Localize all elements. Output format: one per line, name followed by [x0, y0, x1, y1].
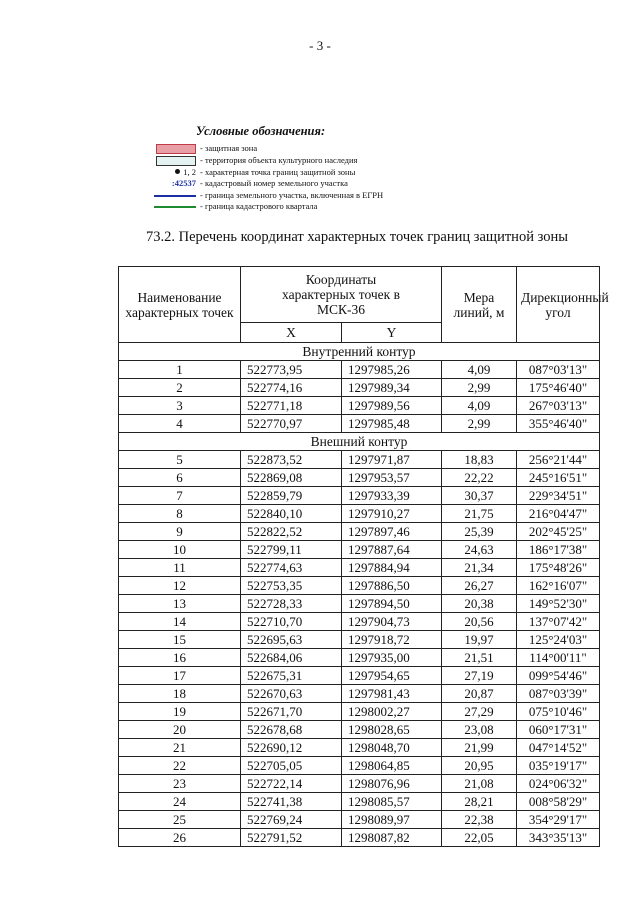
point-number: 25: [119, 811, 241, 829]
y-coordinate: 1297904,73: [342, 613, 442, 631]
direction-angle: 114°00'11": [517, 649, 600, 667]
x-coordinate: 522741,38: [241, 793, 342, 811]
direction-angle: 125°24'03": [517, 631, 600, 649]
table-row: [119, 793, 600, 811]
line-length: 20,56: [442, 613, 517, 631]
point-number: 3: [119, 397, 241, 415]
direction-angle: 149°52'30": [517, 595, 600, 613]
protection-zone-swatch-icon: [156, 144, 196, 154]
y-coordinate: 1297918,72: [342, 631, 442, 649]
y-coordinate: 1297985,26: [342, 361, 442, 379]
direction-angle: 354°29'17": [517, 811, 600, 829]
line-length: 28,21: [442, 793, 517, 811]
line-length: 21,99: [442, 739, 517, 757]
direction-angle: 087°03'39": [517, 685, 600, 703]
table-row: [119, 361, 600, 379]
direction-angle: 175°48'26": [517, 559, 600, 577]
line-length: 19,97: [442, 631, 517, 649]
x-coordinate: 522675,31: [241, 667, 342, 685]
point-number: 20: [119, 721, 241, 739]
line-length: 21,51: [442, 649, 517, 667]
point-number: 14: [119, 613, 241, 631]
x-coordinate: 522770,97: [241, 415, 342, 433]
point-number: 13: [119, 595, 241, 613]
point-number: 11: [119, 559, 241, 577]
table-row: [119, 379, 600, 397]
table-row: [119, 649, 600, 667]
y-coordinate: 1297985,48: [342, 415, 442, 433]
coordinates-table: [118, 266, 609, 847]
point-number: 9: [119, 523, 241, 541]
table-row: [119, 703, 600, 721]
line-length: 20,38: [442, 595, 517, 613]
page-number: - 3 -: [309, 38, 331, 53]
table-row: [119, 559, 600, 577]
line-length: 4,09: [442, 361, 517, 379]
line-length: 21,08: [442, 775, 517, 793]
line-length: 22,22: [442, 469, 517, 487]
table-row: [119, 829, 600, 847]
characteristic-point-icon: 1, 2: [152, 167, 196, 178]
x-coordinate: 522684,06: [241, 649, 342, 667]
line-length: 26,27: [442, 577, 517, 595]
x-coordinate: 522771,18: [241, 397, 342, 415]
table-row: [119, 577, 600, 595]
direction-angle: 087°03'13": [517, 361, 600, 379]
header-line-length: Мера линий, м: [442, 267, 517, 343]
legend-item-characteristic-point: 1, 2 - характерная точка границ защитной зоны: [152, 167, 452, 178]
y-coordinate: 1297935,00: [342, 649, 442, 667]
table-row: [119, 739, 600, 757]
line-length: 27,29: [442, 703, 517, 721]
x-coordinate: 522791,52: [241, 829, 342, 847]
heritage-territory-swatch-icon: [156, 156, 196, 166]
x-coordinate: 522753,35: [241, 577, 342, 595]
y-coordinate: 1297897,46: [342, 523, 442, 541]
line-length: 21,75: [442, 505, 517, 523]
header-y: Y: [342, 323, 442, 343]
header-direction-angle: Дирекционный угол: [517, 267, 600, 343]
direction-angle: 256°21'44": [517, 451, 600, 469]
land-plot-boundary-line-icon: [154, 195, 196, 197]
legend-item-heritage-territory: - территория объекта культурного наследия: [152, 155, 452, 166]
direction-angle: 355°46'40": [517, 415, 600, 433]
x-coordinate: 522873,52: [241, 451, 342, 469]
line-length: 20,95: [442, 757, 517, 775]
table-row: [119, 631, 600, 649]
legend-item-protection-zone: - защитная зона: [152, 143, 452, 154]
y-coordinate: 1298028,65: [342, 721, 442, 739]
line-length: 30,37: [442, 487, 517, 505]
table-row: [119, 721, 600, 739]
point-number: 22: [119, 757, 241, 775]
direction-angle: 229°34'51": [517, 487, 600, 505]
x-coordinate: 522705,05: [241, 757, 342, 775]
y-coordinate: 1298089,97: [342, 811, 442, 829]
line-length: 24,63: [442, 541, 517, 559]
x-coordinate: 522840,10: [241, 505, 342, 523]
point-number: 16: [119, 649, 241, 667]
y-coordinate: 1297887,64: [342, 541, 442, 559]
x-coordinate: 522822,52: [241, 523, 342, 541]
table-row: [119, 667, 600, 685]
line-length: 18,83: [442, 451, 517, 469]
line-length: 22,05: [442, 829, 517, 847]
line-length: 21,34: [442, 559, 517, 577]
direction-angle: 008°58'29": [517, 793, 600, 811]
point-number: 7: [119, 487, 241, 505]
direction-angle: 099°54'46": [517, 667, 600, 685]
point-number: 15: [119, 631, 241, 649]
table-row: [119, 469, 600, 487]
direction-angle: 202°45'25": [517, 523, 600, 541]
line-length: 20,87: [442, 685, 517, 703]
table-row: [119, 613, 600, 631]
direction-angle: 024°06'32": [517, 775, 600, 793]
table-row: [119, 685, 600, 703]
point-number: 21: [119, 739, 241, 757]
x-coordinate: 522859,79: [241, 487, 342, 505]
line-length: 27,19: [442, 667, 517, 685]
table-row: [119, 523, 600, 541]
x-coordinate: 522773,95: [241, 361, 342, 379]
section-title: 73.2. Перечень координат характерных точек границ защитной зоны: [146, 229, 568, 245]
x-coordinate: 522695,63: [241, 631, 342, 649]
x-coordinate: 522710,70: [241, 613, 342, 631]
direction-angle: 075°10'46": [517, 703, 600, 721]
x-coordinate: 522671,70: [241, 703, 342, 721]
outer-contour-section: [119, 433, 600, 451]
point-number: 1: [119, 361, 241, 379]
line-length: 2,99: [442, 379, 517, 397]
line-length: 25,39: [442, 523, 517, 541]
direction-angle: 175°46'40": [517, 379, 600, 397]
inner-contour-section: [119, 343, 600, 361]
legend-item-cadastral-number: :42537 - кадастровый номер земельного участка: [152, 178, 452, 189]
point-number: 18: [119, 685, 241, 703]
x-coordinate: 522678,68: [241, 721, 342, 739]
x-coordinate: 522728,33: [241, 595, 342, 613]
x-coordinate: 522690,12: [241, 739, 342, 757]
table-row: [119, 757, 600, 775]
point-number: 10: [119, 541, 241, 559]
header-point-name: Наименование характерных точек: [119, 267, 241, 343]
table-row: [119, 541, 600, 559]
point-number: 23: [119, 775, 241, 793]
y-coordinate: 1298048,70: [342, 739, 442, 757]
point-number: 12: [119, 577, 241, 595]
line-length: 22,38: [442, 811, 517, 829]
line-length: 4,09: [442, 397, 517, 415]
point-number: 24: [119, 793, 241, 811]
direction-angle: 186°17'38": [517, 541, 600, 559]
point-number: 2: [119, 379, 241, 397]
cadastral-quarter-boundary-line-icon: [154, 206, 196, 208]
y-coordinate: 1298002,27: [342, 703, 442, 721]
direction-angle: 267°03'13": [517, 397, 600, 415]
table-row: [119, 775, 600, 793]
line-length: 23,08: [442, 721, 517, 739]
y-coordinate: 1297884,94: [342, 559, 442, 577]
header-x: X: [241, 323, 342, 343]
legend-item-cadastral-quarter-boundary: - граница кадастрового квартала: [152, 201, 452, 212]
section-label: Внешний контур: [119, 433, 600, 451]
x-coordinate: 522869,08: [241, 469, 342, 487]
cadastral-number-sample: :42537: [171, 178, 196, 188]
x-coordinate: 522774,16: [241, 379, 342, 397]
direction-angle: 137°07'42": [517, 613, 600, 631]
y-coordinate: 1298076,96: [342, 775, 442, 793]
y-coordinate: 1297989,56: [342, 397, 442, 415]
y-coordinate: 1297954,65: [342, 667, 442, 685]
x-coordinate: 522774,63: [241, 559, 342, 577]
x-coordinate: 522670,63: [241, 685, 342, 703]
legend-title: Условные обозначения:: [196, 124, 326, 138]
point-number: 19: [119, 703, 241, 721]
x-coordinate: 522799,11: [241, 541, 342, 559]
y-coordinate: 1298087,82: [342, 829, 442, 847]
point-number: 17: [119, 667, 241, 685]
y-coordinate: 1298064,85: [342, 757, 442, 775]
x-coordinate: 522769,24: [241, 811, 342, 829]
point-number: 26: [119, 829, 241, 847]
table-row: [119, 505, 600, 523]
y-coordinate: 1297910,27: [342, 505, 442, 523]
direction-angle: 216°04'47": [517, 505, 600, 523]
direction-angle: 035°19'17": [517, 757, 600, 775]
table-row: [119, 595, 600, 613]
table-row: [119, 397, 600, 415]
line-length: 2,99: [442, 415, 517, 433]
section-label: Внутренний контур: [119, 343, 600, 361]
direction-angle: 047°14'52": [517, 739, 600, 757]
direction-angle: 060°17'31": [517, 721, 600, 739]
x-coordinate: 522722,14: [241, 775, 342, 793]
y-coordinate: 1297971,87: [342, 451, 442, 469]
y-coordinate: 1298085,57: [342, 793, 442, 811]
direction-angle: 245°16'51": [517, 469, 600, 487]
direction-angle: 343°35'13": [517, 829, 600, 847]
y-coordinate: 1297933,39: [342, 487, 442, 505]
y-coordinate: 1297894,50: [342, 595, 442, 613]
table-row: [119, 451, 600, 469]
y-coordinate: 1297953,57: [342, 469, 442, 487]
y-coordinate: 1297886,50: [342, 577, 442, 595]
table-row: [119, 811, 600, 829]
table-row: [119, 487, 600, 505]
point-number: 4: [119, 415, 241, 433]
table-row: [119, 415, 600, 433]
y-coordinate: 1297981,43: [342, 685, 442, 703]
y-coordinate: 1297989,34: [342, 379, 442, 397]
header-coordinates: Координаты характерных точек в МСК-36: [241, 267, 442, 323]
direction-angle: 162°16'07": [517, 577, 600, 595]
legend-item-land-plot-boundary: - граница земельного участка, включенная в ЕГРН: [152, 190, 452, 201]
point-number: 6: [119, 469, 241, 487]
point-number: 8: [119, 505, 241, 523]
point-number: 5: [119, 451, 241, 469]
